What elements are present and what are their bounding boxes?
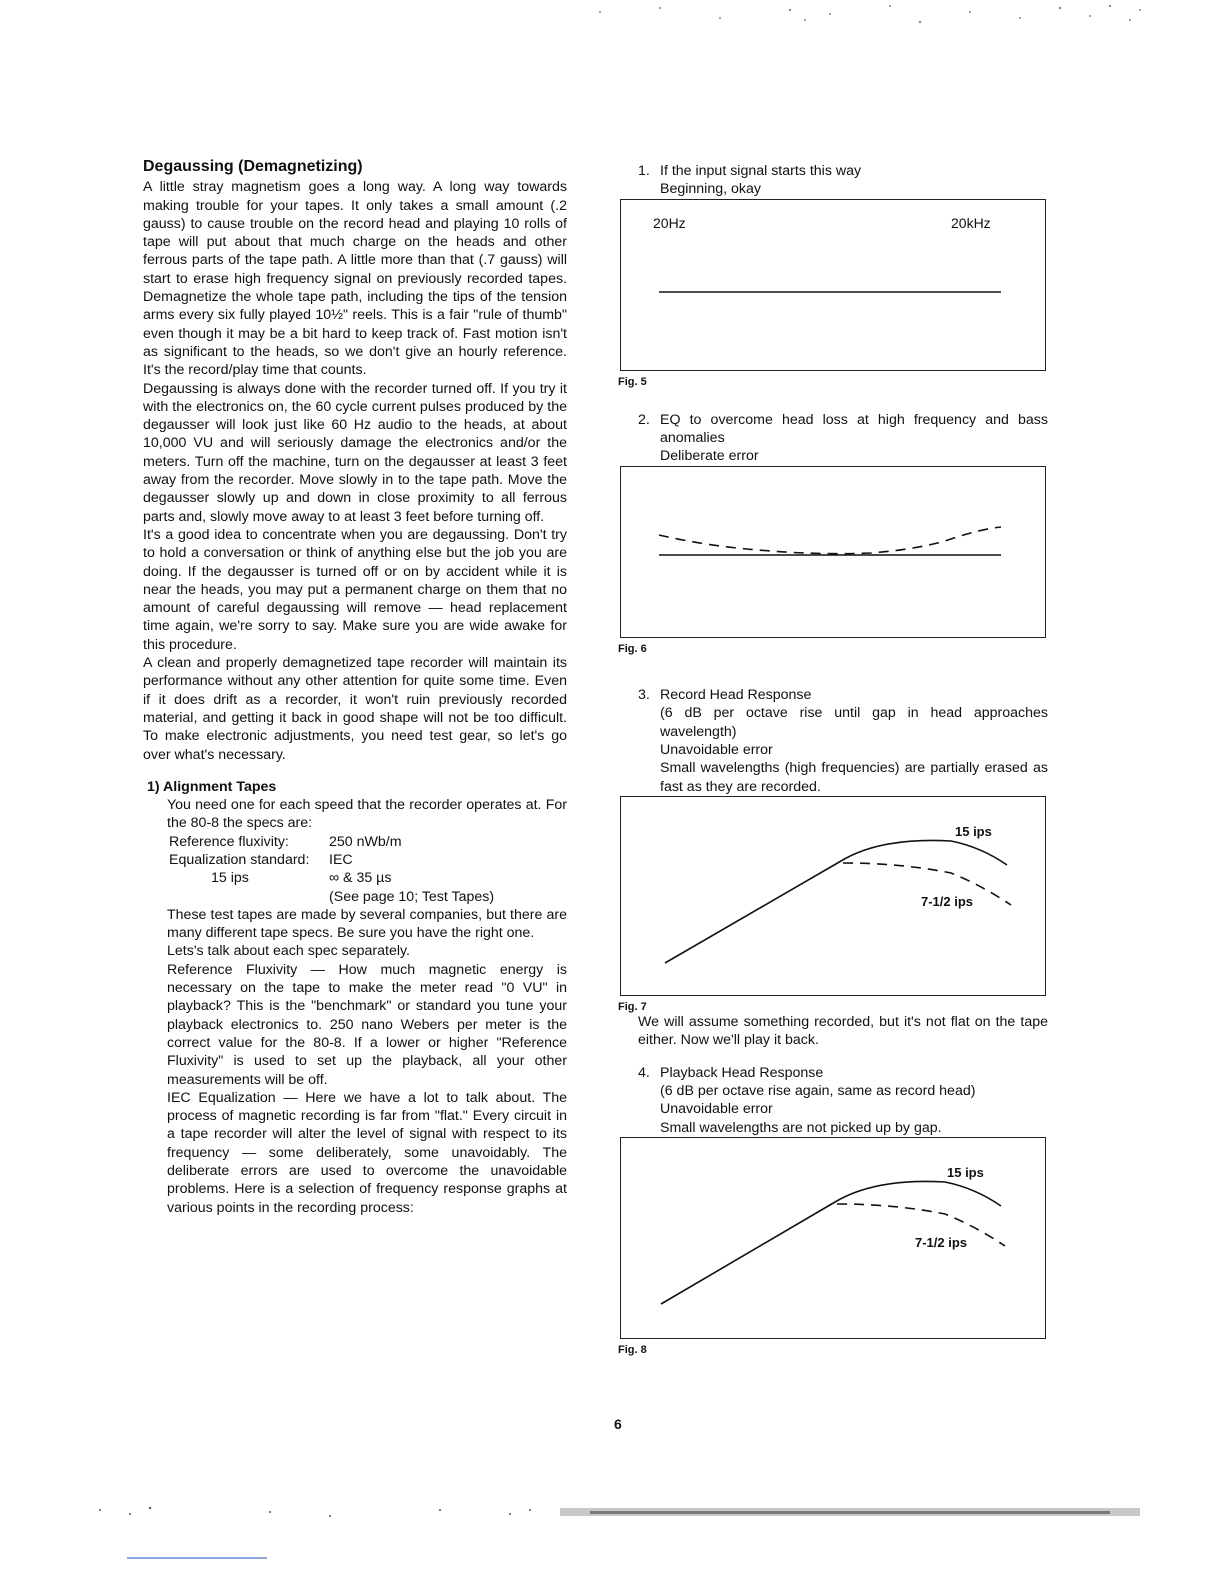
list-item xyxy=(638,162,1048,199)
spec-key: Reference fluxivity: xyxy=(169,833,289,850)
scan-noise-top xyxy=(590,0,1150,34)
paragraph: IEC Equalization — Here we have a lot to talk about. The process of magnetic recording is far from "flat." Every circuit in a tape recorder will alter the level of signal with respect to its frequency — some deliberately, some unavoidably. The deliberate errors are used to overcome the unavoidable problems. Here is a selection of frequency response graphs at various points in the recording process: xyxy=(167,1089,567,1216)
spec-row xyxy=(147,833,567,851)
spec-value: IEC xyxy=(329,851,353,868)
curve-label-7-5ips: 7-1/2 ips xyxy=(915,1234,968,1250)
left-column xyxy=(143,158,567,1217)
spec-key: Equalization standard: xyxy=(169,851,310,868)
spec-key: 15 ips xyxy=(211,870,249,887)
alignment-section xyxy=(147,778,567,1217)
curve-label-15ips: 15 ips xyxy=(947,1164,984,1180)
figure-caption: Fig. 7 xyxy=(618,1000,647,1013)
figure-5 xyxy=(620,199,1046,371)
figure-caption: Fig. 6 xyxy=(618,642,647,655)
section-heading: Degaussing (Demagnetizing) xyxy=(143,158,363,175)
record-head-graph xyxy=(621,797,1047,997)
curve-15ips xyxy=(665,840,1007,963)
figure-6 xyxy=(620,466,1046,638)
curve-7-5ips xyxy=(843,863,1011,905)
eq-curve-dashed xyxy=(659,527,1001,554)
curve-label-7-5ips: 7-1/2 ips xyxy=(921,893,974,909)
spec-row xyxy=(147,869,567,887)
item-line: Unavoidable error xyxy=(660,1101,773,1118)
spec-row xyxy=(147,851,567,869)
item-line: Record Head Response xyxy=(660,687,812,704)
item-line: Small wavelengths (high frequencies) are partially erased as fast as they are recorded. xyxy=(660,760,1048,795)
item-line: Unavoidable error xyxy=(660,741,773,758)
item-line: Playback Head Response xyxy=(660,1064,824,1081)
spec-value: ∞ & 35 µs xyxy=(329,870,392,887)
paragraph: Lets's talk about each spec separately. xyxy=(167,943,410,960)
curve-7-5ips xyxy=(837,1204,1005,1246)
list-item xyxy=(638,1064,1048,1137)
item-line: EQ to overcome head loss at high frequency and bass anomalies xyxy=(660,411,1048,447)
paragraph: Reference Fluxivity — How much magnetic energy is necessary on the tape to make the meter read "0 VU" in playback? This is the "benchmark" or standard you tune your playback electronics to. 250 nano Webers per meter is the correct value for the 80-8. If a lower or higher "Reference Fluxivity" is used to set up the playback, all your other measurements will be off. xyxy=(167,961,567,1088)
subsection-heading: 1) Alignment Tapes xyxy=(147,778,277,795)
item-number: 1. xyxy=(638,163,650,179)
scan-noise-strip xyxy=(590,1511,1110,1514)
paragraph: We will assume something recorded, but it's not flat on the tape either. Now we'll play it back. xyxy=(638,1014,1048,1049)
item-number: 2. xyxy=(638,411,650,428)
figure-8 xyxy=(620,1137,1046,1339)
spec-value: 250 nWb/m xyxy=(329,833,402,850)
paragraph: It's a good idea to concentrate when you are degaussing. Don't try to hold a conversation or think of anything else but the job you are doing. If the degausser is turned off or on by accident while it is near the heads, you may put a permanent charge on them that no amount of careful degaussing will remove — head replacement time again, we're sorry to say. Make sure you are wide awake for this procedure. xyxy=(143,526,567,653)
item-line: Deliberate error xyxy=(660,448,759,465)
eq-response-graph xyxy=(621,467,1047,639)
freq-label-high: 20kHz xyxy=(951,214,991,231)
item-line: (6 dB per octave rise until gap in head approaches wavelength) xyxy=(660,705,1048,740)
scan-margin-line xyxy=(127,1556,269,1560)
scan-noise-bottom xyxy=(90,1500,1150,1540)
item-line: (6 dB per octave rise again, same as record head) xyxy=(660,1083,976,1100)
paragraph: A clean and properly demagnetized tape recorder will maintain its performance without any other attention for quite some time. Even if it does drift as a recorder, it won't ruin previously recorded material, and getting it back in good shape will not be too difficult. To make electronic adjustments, you need test gear, so let's go over what's necessary. xyxy=(143,655,567,763)
spec-note: (See page 10; Test Tapes) xyxy=(329,888,495,905)
curve-15ips xyxy=(661,1181,1001,1304)
paragraph: A little stray magnetism goes a long way. A long way towards making trouble for your tapes. It only takes a small amount (.2 gauss) to cause trouble on the record head and playing 10 rolls of tape will put about that much charge on the heads and other ferrous parts of the tape path. A little more than that (.7 gauss) will start to erase high frequency signal on previously recorded tapes. Demagnetize the whole tape path, including the tips of the tension arms every six fully played 10½" reels. This is a fair "rule of thumb" even though it may be a bit hard to keep track of. Fast motion isn't as significant to the heads, so we don't give an hourly reference. It's the record/play time that counts. xyxy=(143,179,567,379)
paragraph: These test tapes are made by several companies, but there are many different tape specs. Be sure you have the right one. xyxy=(167,906,567,942)
flat-response-graph xyxy=(621,200,1047,372)
paragraph: You need one for each speed that the recorder operates at. For the 80-8 the specs are: xyxy=(167,797,567,832)
paragraph: Degaussing is always done with the recorder turned off. If you try it with the electronics on, the 60 cycle current pulses produced by the degausser will look just like 60 Hz audio to the heads, at about 10,000 VU and will seriously damage the electronics and/or the meters. Turn off the machine, turn on the degausser at least 3 feet away from the recorder. Move slowly in to the tape path. Move the degausser slowly up and down in close proximity to all ferrous parts and, slowly move away to at least 3 feet before turning off. xyxy=(143,380,567,525)
item-line: Beginning, okay xyxy=(660,181,761,198)
curve-label-15ips: 15 ips xyxy=(955,823,992,839)
figure-7 xyxy=(620,796,1046,996)
list-item xyxy=(638,686,1048,796)
item-number: 4. xyxy=(638,1064,650,1081)
freq-label-low: 20Hz xyxy=(653,214,686,231)
playback-head-graph xyxy=(621,1138,1047,1340)
item-number: 3. xyxy=(638,687,650,704)
item-line: Small wavelengths are not picked up by gap. xyxy=(660,1119,942,1136)
item-line: If the input signal starts this way xyxy=(660,163,862,179)
figure-caption: Fig. 5 xyxy=(618,375,647,388)
page-number: 6 xyxy=(614,1416,622,1432)
list-item xyxy=(638,411,1048,466)
figure-caption: Fig. 8 xyxy=(618,1343,647,1356)
right-column xyxy=(618,162,1048,1359)
